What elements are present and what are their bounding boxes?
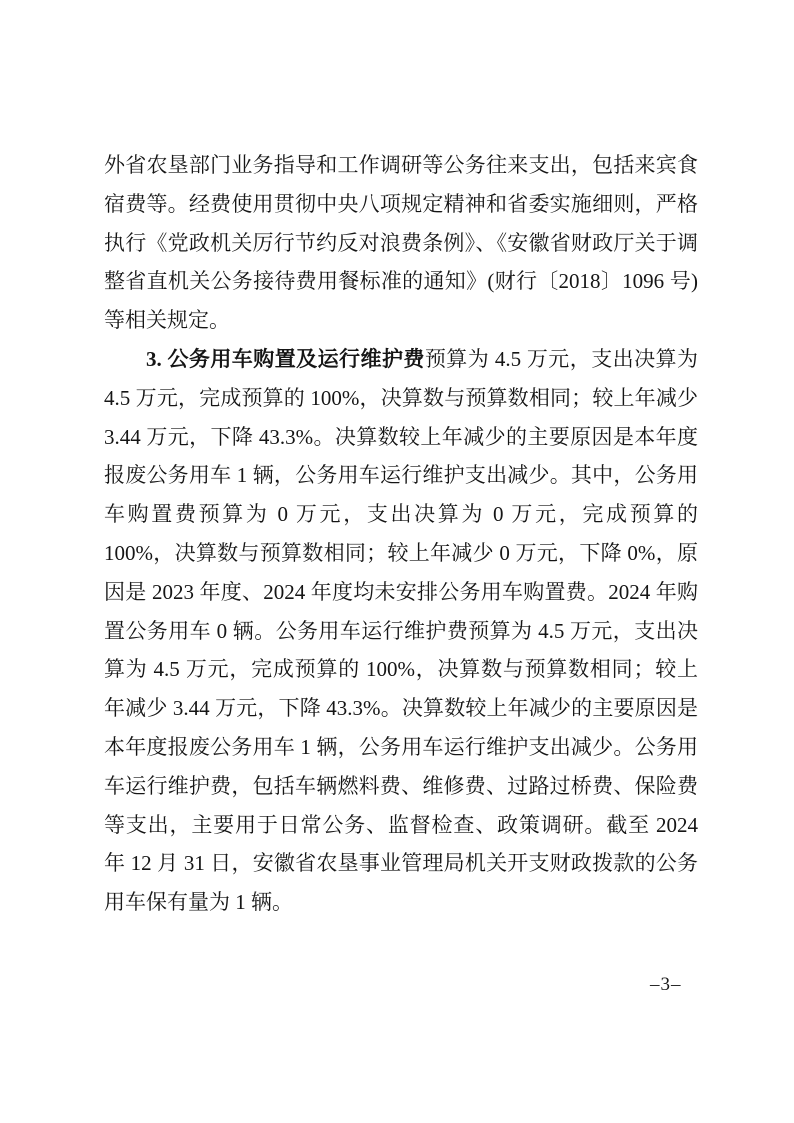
paragraph-section-3 xyxy=(104,340,698,922)
paragraph-continued xyxy=(104,146,698,340)
document-body xyxy=(104,146,698,922)
page-number: –3– xyxy=(650,974,682,995)
paragraph-text: 预算为 4.5 万元，支出决算为 4.5 万元，完成预算的 100%，决算数与预算数相同；较上年减少 3.44 万元，下降 43.3%。决算数较上年减少的主要原因是本年度报废公务用车 1 辆，公务用车运行维护支出减少。其中，公务用车购置费预算为 0 万元，支出决算为 0 万元，完成预算的 100%，决算数与预算数相同；较上年减少 0 万元，下降 0%，原因是 2023 年度、2024 年度均未安排公务用车购置费。2024 年购置公务用车 0 辆。公务用车运行维护费预算为 4.5 万元，支出决算为 4.5 万元，完成预算的 100%，决算数与预算数相同；较上年减少 3.44 万元，下降 43.3%。决算数较上年减少的主要原因是本年度报废公务用车 1 辆，公务用车运行维护支出减少。公务用车运行维护费，包括车辆燃料费、维修费、过路过桥费、保险费等支出，主要用于日常公务、监督检查、政策调研。截至 2024 年 12 月 31 日，安徽省农垦事业管理局机关开支财政拨款的公务用车保有量为 1 辆。 xyxy=(104,346,699,915)
section-heading-vehicle-expense: 3. 公务用车购置及运行维护费 xyxy=(146,346,425,371)
paragraph-text: 外省农垦部门业务指导和工作调研等公务往来支出，包括来宾食宿费等。经费使用贯彻中央八项规定精神和省委实施细则，严格执行《党政机关厉行节约反对浪费条例》、《安徽省财政厅关于调整省直机关公务接待费用餐标准的通知》(财行〔2018〕1096 号)等相关规定。 xyxy=(104,153,698,333)
